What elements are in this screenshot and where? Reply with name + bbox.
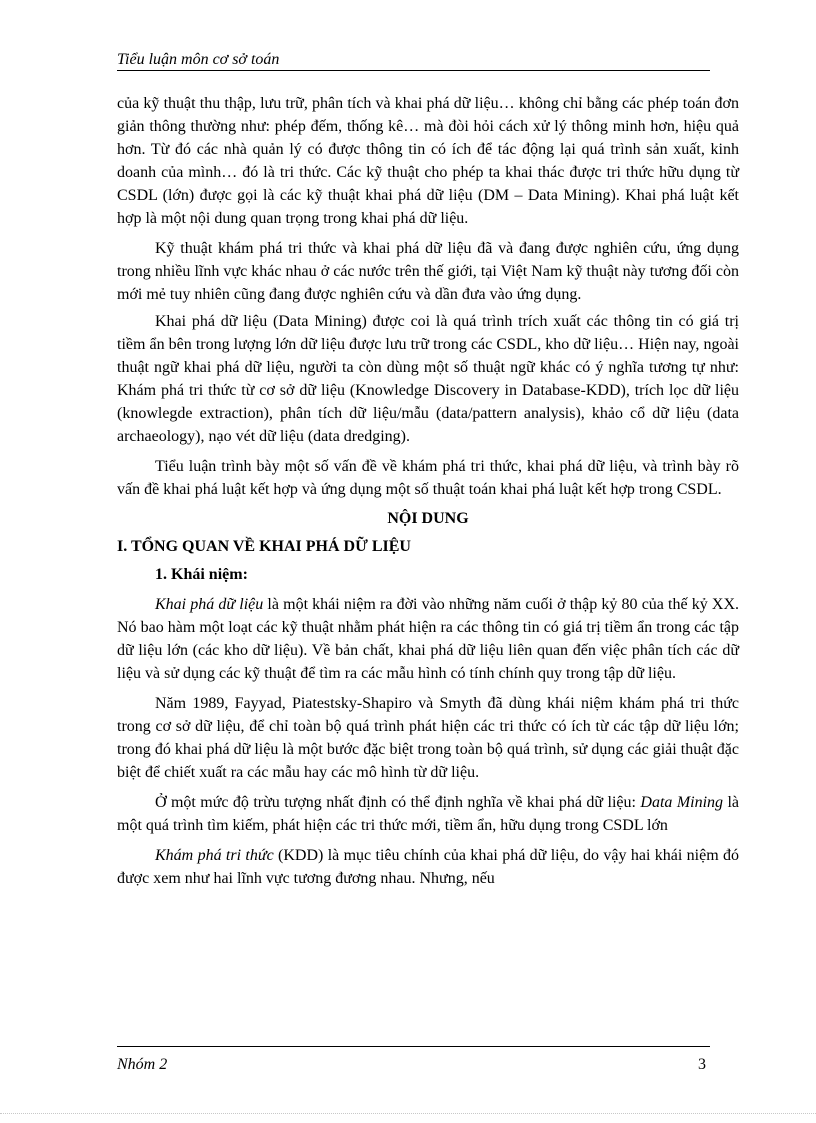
section-title: NỘI DUNG [387, 510, 469, 527]
heading-concept: 1. Khái niệm: [155, 566, 248, 583]
paragraph-essay-scope: Tiểu luận trình bày một số vấn đề về khám phá tri thức, khai phá dữ liệu, và trình bày rõ vấn đề khai phá luật kết hợp và ứng dụng một số thuật toán khai phá luật kết hợp trong CSDL. [117, 458, 739, 498]
term-data-mining-en: Data Mining [640, 794, 724, 811]
header-divider [117, 70, 710, 71]
paragraph-concept-text: là một khái niệm ra đời vào những năm cuối ở thập kỷ 80 của thế kỷ XX. Nó bao hàm một loạt các kỹ thuật nhằm phát hiện ra các thông tin có giá trị tiềm ẩn trong các tập dữ liệu lớn (các kho dữ liệu). Về bản chất, khai phá dữ liệu liên quan đến việc phân tích các dữ liệu và sử dụng các kỹ thuật để tìm ra các mẫu hình có tính chính quy trong tập dữ liệu. [117, 596, 739, 682]
paragraph-concept [117, 593, 739, 685]
footer-group: Nhóm 2 [117, 1056, 168, 1073]
paragraph-abstract-text: là một quá trình tìm kiếm, phát hiện các tri thức mới, tiềm ẩn, hữu dụng trong CSDL lớn [117, 794, 740, 834]
paragraph-kdd [117, 844, 739, 890]
page-boundary [0, 1113, 816, 1114]
paragraph-abstract-definition [117, 791, 739, 837]
paragraph-data-mining-definition: Khai phá dữ liệu (Data Mining) được coi là quá trình trích xuất các thông tin có giá trị tiềm ẩn bên trong lượng lớn dữ liệu được lưu trữ trong các CSDL, kho dữ liệu… Hiện nay, ngoài thuật ngữ khai phá dữ liệu, người ta còn dùng một số thuật ngữ khác có ý nghĩa tương tự như: Khám phá tri thức từ cơ sở dữ liệu (Knowledge Discovery in Database-KDD), trích lọc dữ liệu (knowlegde extraction), phân tích dữ liệu/mẫu (data/pattern analysis), khảo cổ dữ liệu (data archaeology), nạo vét dữ liệu (data dredging). [117, 313, 739, 445]
paragraph-history: Năm 1989, Fayyad, Piatestsky-Shapiro và Smyth đã dùng khái niệm khám phá tri thức trong cơ sở dữ liệu, để chỉ toàn bộ quá trình phát hiện các tri thức có ích từ các tập dữ liệu lớn; trong đó khai phá dữ liệu là một bước đặc biệt trong toàn bộ quá trình, sử dụng các giải thuật đặc biệt để chiết xuất ra các mẫu hay các mô hình từ dữ liệu. [117, 695, 739, 781]
paragraph-research-status: Kỹ thuật khám phá tri thức và khai phá dữ liệu đã và đang được nghiên cứu, ứng dụng trong nhiều lĩnh vực khác nhau ở các nước trên thế giới, tại Việt Nam kỹ thuật này tương đối còn mới mẻ tuy nhiên cũng đang được nghiên cứu và dần đưa vào ứng dụng. [117, 240, 739, 303]
term-data-mining-vi: Khai phá dữ liệu [155, 596, 264, 613]
footer-divider [117, 1046, 710, 1047]
heading-overview: I. TỔNG QUAN VỀ KHAI PHÁ DỮ LIỆU [117, 538, 411, 555]
paragraph-intro-continued: của kỹ thuật thu thập, lưu trữ, phân tích và khai phá dữ liệu… không chỉ bằng các phép toán đơn giản thông thường như: phép đếm, thống kê… mà đòi hỏi cách xử lý thông minh hơn, hiệu quả hơn. Từ đó các nhà quản lý có được thông tin có ích để tác động lại quá trình sản xuất, kinh doanh của mình… đó là tri thức. Các kỹ thuật cho phép ta khai thác được tri thức hữu dụng từ CSDL (lớn) được gọi là các kỹ thuật khai phá dữ liệu (DM – Data Mining). Khai phá luật kết hợp là một nội dung quan trọng trong khai phá dữ liệu. [117, 95, 739, 227]
paragraph-kdd-text: (KDD) là mục tiêu chính của khai phá dữ liệu, do vậy hai khái niệm đó được xem như hai lĩnh vực tương đương nhau. Nhưng, nếu [117, 847, 740, 887]
page-number: 3 [698, 1056, 706, 1073]
term-knowledge-discovery: Khám phá tri thức [155, 847, 274, 864]
document-body [117, 92, 739, 890]
page-header-title: Tiểu luận môn cơ sở toán [117, 51, 280, 68]
paragraph-abstract-lead: Ở một mức độ trừu tượng nhất định có thể định nghĩa về khai phá dữ liệu: [155, 794, 641, 811]
